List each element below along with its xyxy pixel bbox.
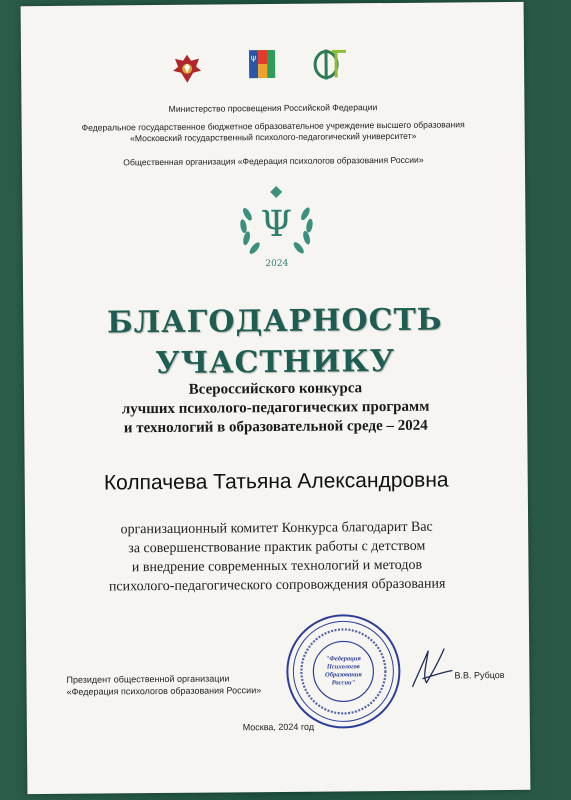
signatory-line-2: «Федерация психологов образования России»: [66, 685, 262, 697]
logo-row: [21, 44, 524, 88]
recipient-name: Колпачева Татьяна Александровна: [103, 468, 449, 495]
signatory-line-1: Президент общественной организации: [66, 673, 230, 685]
federation-logo-icon: [312, 47, 348, 81]
body-line-3: и внедрение современных технологий и методов: [131, 557, 423, 576]
psi-laurel-emblem: [231, 184, 322, 273]
psi-icon: Ψ: [260, 203, 293, 246]
university-logo-icon: [247, 48, 277, 80]
signatory-name: В.В. Рубцов: [454, 670, 505, 681]
official-stamp: [283, 611, 404, 732]
svg-text:ψ: ψ: [250, 53, 257, 63]
place-and-date: Москва, 2024 год: [242, 721, 315, 733]
public-organization: Общественная организация «Федерация психологов образования России»: [123, 154, 424, 168]
ministry-name: Министерство просвещения Российской Федерации: [168, 102, 378, 114]
title-line-2: УЧАСТНИКУ: [155, 343, 396, 382]
emblem-year: 2024: [265, 258, 289, 270]
signatory-title: [66, 672, 261, 698]
subtitle-line-1: Всероссийского конкурса: [188, 380, 363, 398]
body-line-2: за совершенствование практик работы с детством: [128, 538, 426, 557]
subtitle-line-2: лучших психолого-педагогических программ: [121, 398, 430, 418]
diamond-icon: [270, 186, 282, 198]
ministry-emblem-icon: [169, 51, 205, 87]
stamp-center-text: "Федерация Психологов Образования России": [324, 655, 362, 687]
body-line-1: организационный комитет Конкурса благодарит Вас: [120, 519, 433, 538]
subtitle-line-3: и технологий в образовательной среде – 2024: [123, 417, 428, 437]
body-line-4: психолого-педагогического сопровождения образования: [108, 576, 446, 595]
university-line-1: Федеральное государственное бюджетное образовательное учреждение высшего образования: [81, 119, 465, 133]
university-line-2: «Московский государственный психолого-педагогический университет»: [130, 130, 417, 144]
certificate-sheet: [21, 2, 531, 794]
signature-icon: [404, 642, 460, 694]
title-line-1: БЛАГОДАРНОСТЬ: [106, 302, 443, 341]
